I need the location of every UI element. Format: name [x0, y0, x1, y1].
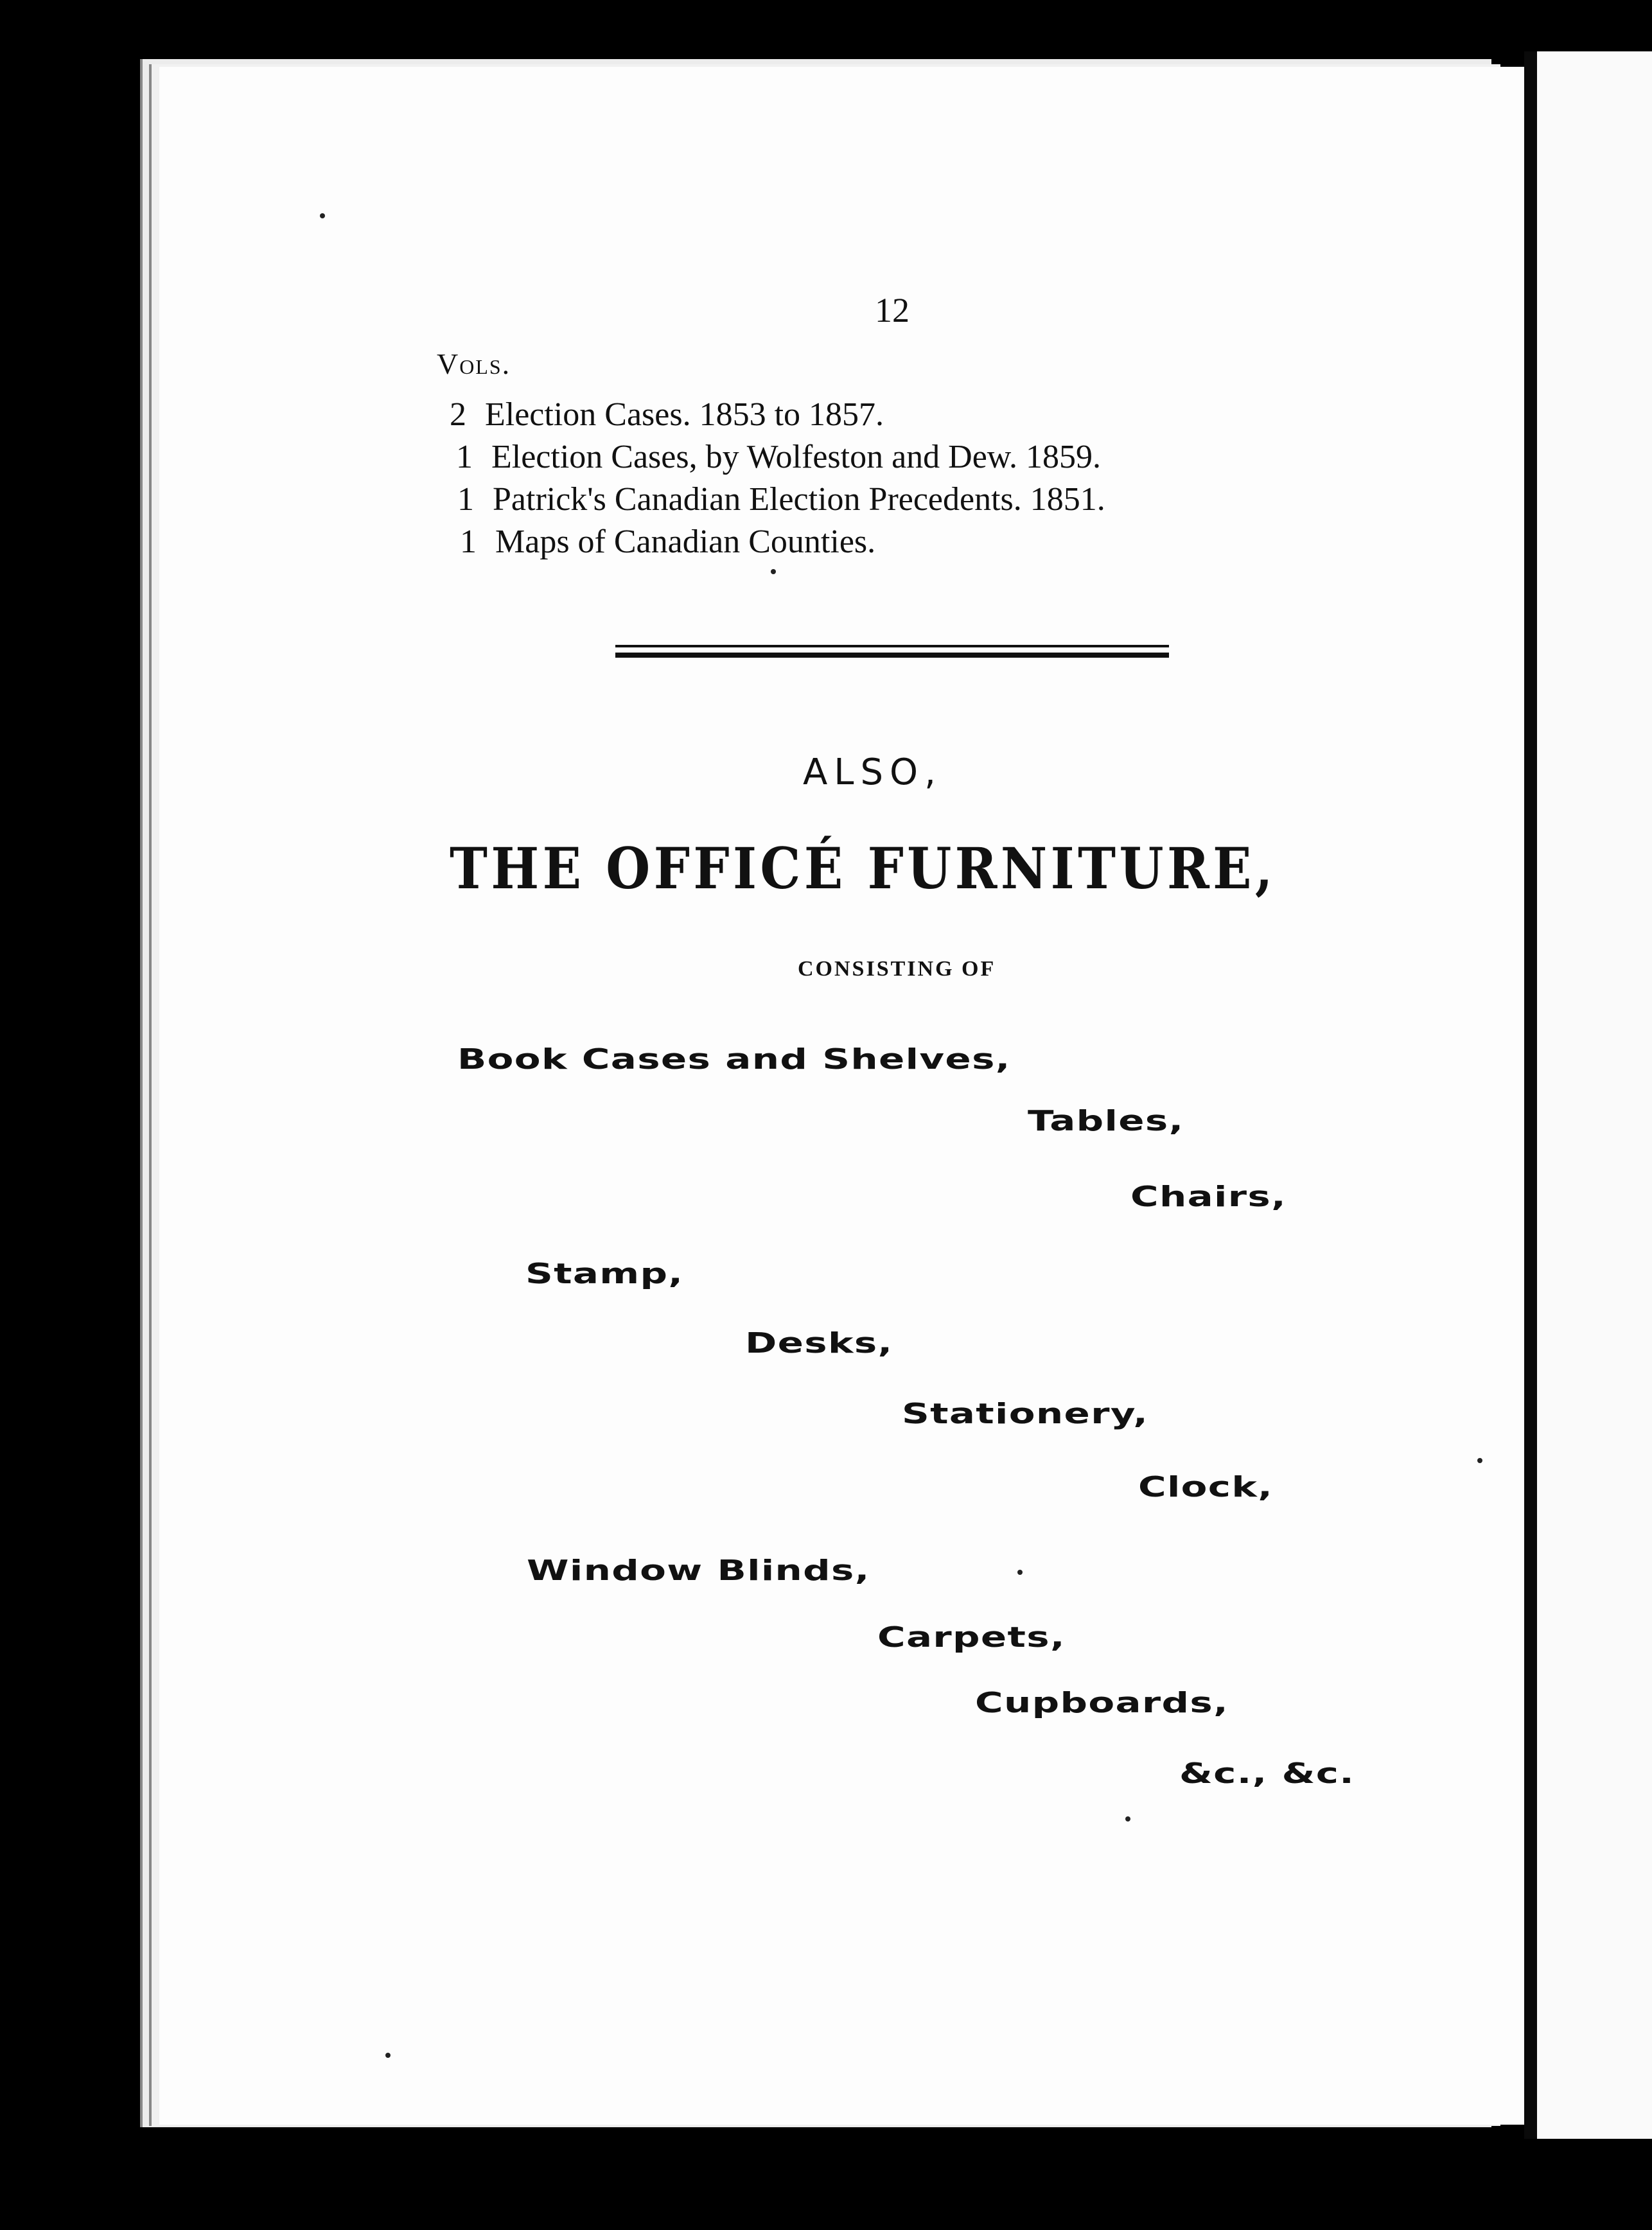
- volume-title: Election Cases. 1853 to 1857.: [485, 396, 884, 433]
- furniture-item: Stamp,: [525, 1258, 684, 1290]
- volume-quantity: 2: [450, 396, 466, 433]
- double-rule-bottom: [615, 653, 1169, 658]
- consisting-of-label: CONSISTING OF: [798, 957, 996, 981]
- furniture-item: Carpets,: [877, 1621, 1066, 1654]
- furniture-title: THE OFFICÉ FURNITURE,: [450, 835, 1276, 902]
- volume-quantity: 1: [456, 439, 473, 475]
- furniture-item: Clock,: [1138, 1471, 1274, 1504]
- page-number: 12: [875, 291, 909, 329]
- furniture-item: Cupboards,: [975, 1687, 1229, 1719]
- volume-quantity: 1: [457, 481, 474, 518]
- furniture-item: Stationery,: [902, 1398, 1149, 1430]
- volume-entry: [456, 438, 1101, 476]
- furniture-item: &c., &c.: [1179, 1757, 1355, 1790]
- volume-entry: [450, 396, 884, 434]
- volume-title: Maps of Canadian Counties.: [495, 523, 876, 560]
- adjacent-page-edge: [1537, 51, 1652, 2139]
- volume-entry: [457, 480, 1105, 518]
- vols-heading: Vols.: [437, 347, 511, 380]
- volume-title: Election Cases, by Wolfeston and Dew. 1859.: [491, 439, 1101, 475]
- furniture-item: Book Cases and Shelves,: [457, 1043, 1011, 1076]
- volume-title: Patrick's Canadian Election Precedents. 1851.: [493, 481, 1105, 518]
- double-rule-top: [615, 645, 1169, 647]
- furniture-item: Chairs,: [1130, 1181, 1287, 1213]
- also-heading: ALSO,: [803, 751, 942, 793]
- furniture-item: Tables,: [1028, 1105, 1184, 1137]
- furniture-item: Window Blinds,: [527, 1554, 870, 1587]
- furniture-item: Desks,: [745, 1327, 893, 1360]
- document-page: [159, 67, 1524, 2125]
- volume-quantity: 1: [460, 523, 477, 560]
- torn-binding-edge: [1524, 51, 1537, 2139]
- volume-entry: [460, 523, 875, 561]
